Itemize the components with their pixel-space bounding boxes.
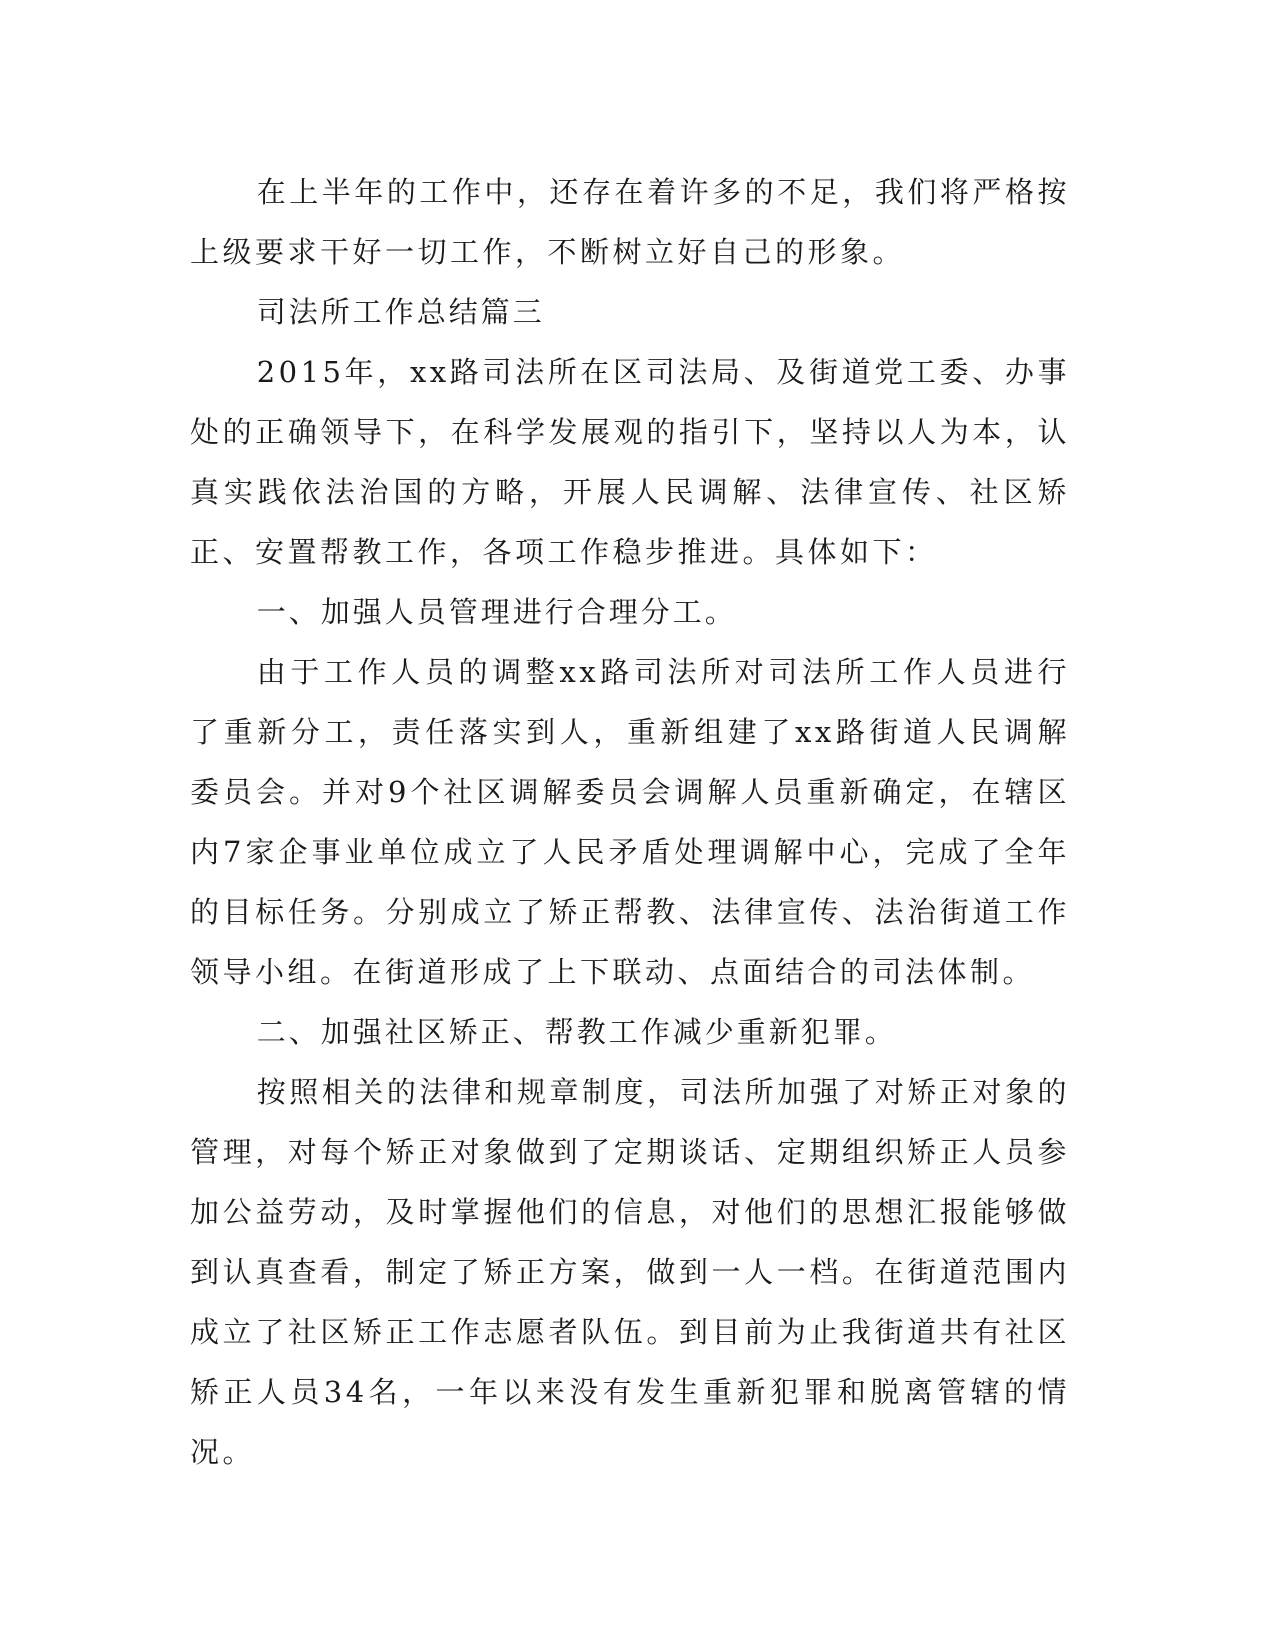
heading-item-2: 二、加强社区矫正、帮教工作减少重新犯罪。 bbox=[256, 1015, 897, 1049]
paragraph-intro: 2015年，xx路司法所在区司法局、及街道党工委、办事处的正确领导下，在科学发展观的指引下，坚持以人为本，认真实践依法治国的方略，开展人民调解、法律宣传、社区矫正、安置帮教工作，各项工作稳步推进。具体如下： bbox=[190, 355, 1070, 569]
paragraph-item-2: 按照相关的法律和规章制度，司法所加强了对矫正对象的管理，对每个矫正对象做到了定期谈话、定期组织矫正人员参加公益劳动，及时掌握他们的信息，对他们的思想汇报能够做到认真查看，制定了矫正方案，做到一人一档。在街道范围内成立了社区矫正工作志愿者队伍。到目前为止我街道共有社区矫正人员34名，一年以来没有发生重新犯罪和脱离管辖的情况。 bbox=[190, 1075, 1070, 1469]
paragraph-item-1: 由于工作人员的调整xx路司法所对司法所工作人员进行了重新分工，责任落实到人，重新组建了xx路街道人民调解委员会。并对9个社区调解委员会调解人员重新确定，在辖区内7家企事业单位成立了人民矛盾处理调解中心，完成了全年的目标任务。分别成立了矫正帮教、法律宣传、法治街道工作领导小组。在街道形成了上下联动、点面结合的司法体制。 bbox=[190, 655, 1070, 989]
heading-item-1: 一、加强人员管理进行合理分工。 bbox=[256, 595, 737, 629]
section-title: 司法所工作总结篇三 bbox=[256, 295, 545, 329]
document-body bbox=[190, 162, 1070, 1482]
paragraph-closing-remarks: 在上半年的工作中，还存在着许多的不足，我们将严格按上级要求干好一切工作，不断树立好自己的形象。 bbox=[190, 175, 1070, 269]
